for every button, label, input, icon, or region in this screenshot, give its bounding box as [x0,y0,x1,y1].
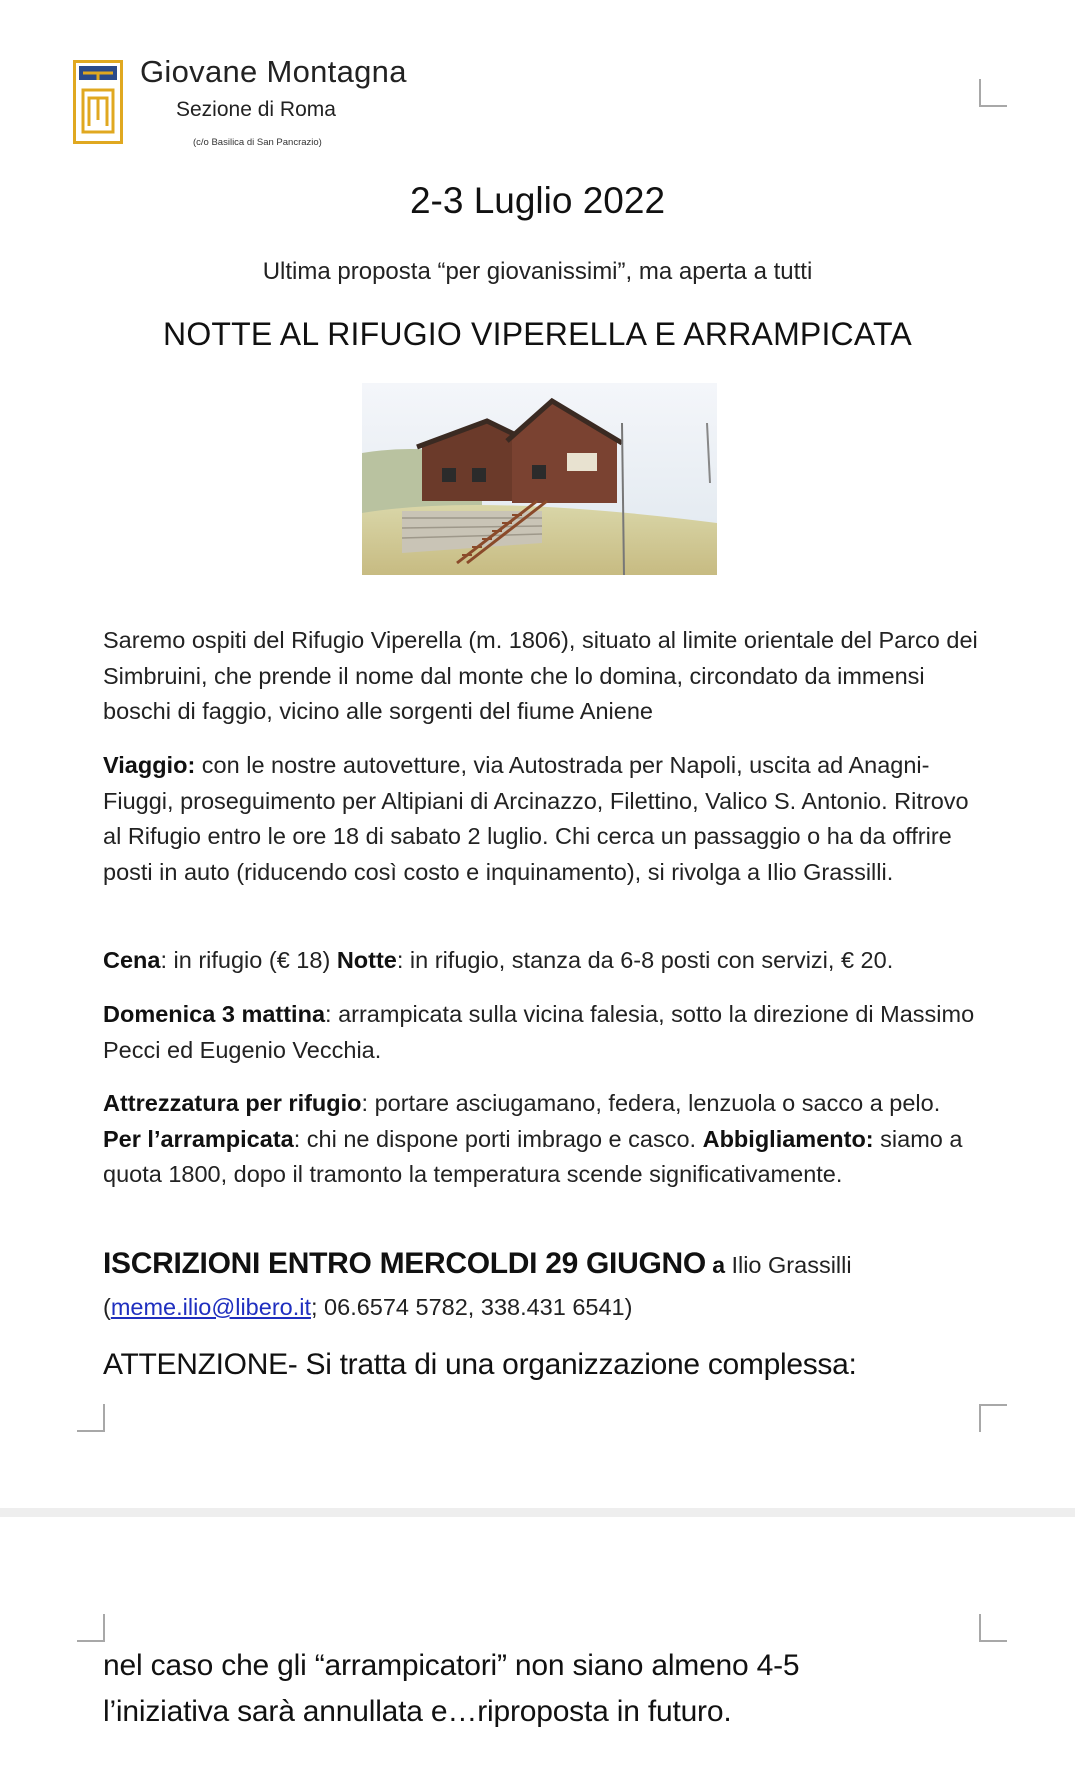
attenzione-heading: ATTENZIONE- Si tratta di una organizzazione complessa: [103,1348,857,1381]
closing-note [103,1643,799,1735]
event-title: NOTTE AL RIFUGIO VIPERELLA E ARRAMPICATA [163,316,912,352]
intro-paragraph [103,623,983,730]
crop-mark-top-right-p2 [979,1614,1007,1642]
org-section: Sezione di Roma [176,98,336,121]
page-separator [0,1508,1075,1517]
notte-text: : in rifugio, stanza da 6-8 posti con servizi, € 20. [396,947,894,973]
rifugio-photo [362,383,717,575]
notte-label: Notte [336,947,397,973]
attrezzatura-text: : portare asciugamano, federa, lenzuola o sacco a pelo. [361,1090,941,1116]
cena-label: Cena [103,947,161,973]
giovane-montagna-logo [73,60,123,144]
iscrizioni-contact-name: Ilio Grassilli [731,1252,852,1278]
crop-mark-bottom-left [77,1404,105,1432]
contact-paren: ( [103,1294,111,1320]
viaggio-label: Viaggio: [103,752,196,778]
viaggio-paragraph [103,748,983,890]
closing-line-1: nel caso che gli “arrampicatori” non siano almeno 4-5 [103,1649,800,1682]
event-date: 2-3 Luglio 2022 [409,180,666,221]
arrampicata-label: Per l’arrampicata [103,1125,294,1152]
viaggio-text: con le nostre autovetture, via Autostrada per Napoli, uscita ad Anagni-Fiuggi, proseguimento per Altipiani di Arcinazzo, Filettino, Valico S. Antonio. Ritrovo al Rifugio entro le ore 18 di sabato 2 luglio. Chi cerca un passaggio o ha da offrire posti in auto (riducendo così costo e inquinamento), si rivolga a Ilio Grassilli. [103,752,969,885]
closing-line-2: l’iniziativa sarà annullata e…riproposta in futuro. [103,1695,732,1728]
org-name: Giovane Montagna [140,54,407,89]
attrezzatura-paragraph [103,1086,983,1193]
event-subtitle: Ultima proposta “per giovanissimi”, ma aperta a tutti [262,258,813,285]
email-link[interactable]: meme.ilio@libero.it [110,1294,311,1320]
crop-mark-bottom-right [979,1404,1007,1432]
abbigliamento-label: Abbigliamento: [702,1125,874,1152]
domenica-text: : arrampicata sulla vicina falesia, sotto la direzione di Massimo Pecci ed Eugenio Vecchia. [103,1001,975,1063]
cena-text: : in rifugio (€ 18) [160,947,337,973]
crop-mark-top-right [979,79,1007,107]
cena-paragraph [103,943,983,979]
iscrizioni-connector: a [705,1252,732,1278]
attrezzatura-label: Attrezzatura per rifugio [103,1090,362,1116]
crop-mark-top-left [77,1614,105,1642]
iscrizioni-headline: ISCRIZIONI ENTRO MERCOLDI 29 GIUGNO [103,1247,706,1280]
org-address: (c/o Basilica di San Pancrazio) [193,137,322,148]
intro-text: Saremo ospiti del Rifugio Viperella (m. 1806), situato al limite orientale del Parco dei Simbruini, che prende il nome dal monte che lo domina, circondato da immensi boschi di faggio, vicino alle sorgenti del fiume Aniene [103,627,978,724]
domenica-label: Domenica 3 mattina [103,1001,326,1027]
iscrizioni-line [103,1247,983,1281]
arrampicata-text: : chi ne dispone porti imbrago e casco. [293,1125,703,1152]
contact-phones: ; 06.6574 5782, 338.431 6541) [311,1294,633,1320]
domenica-paragraph [103,997,983,1068]
abbigliamento-text: siamo a quota 1800, dopo il tramonto la temperatura scende significativamente. [103,1125,963,1187]
contact-line [103,1294,632,1321]
